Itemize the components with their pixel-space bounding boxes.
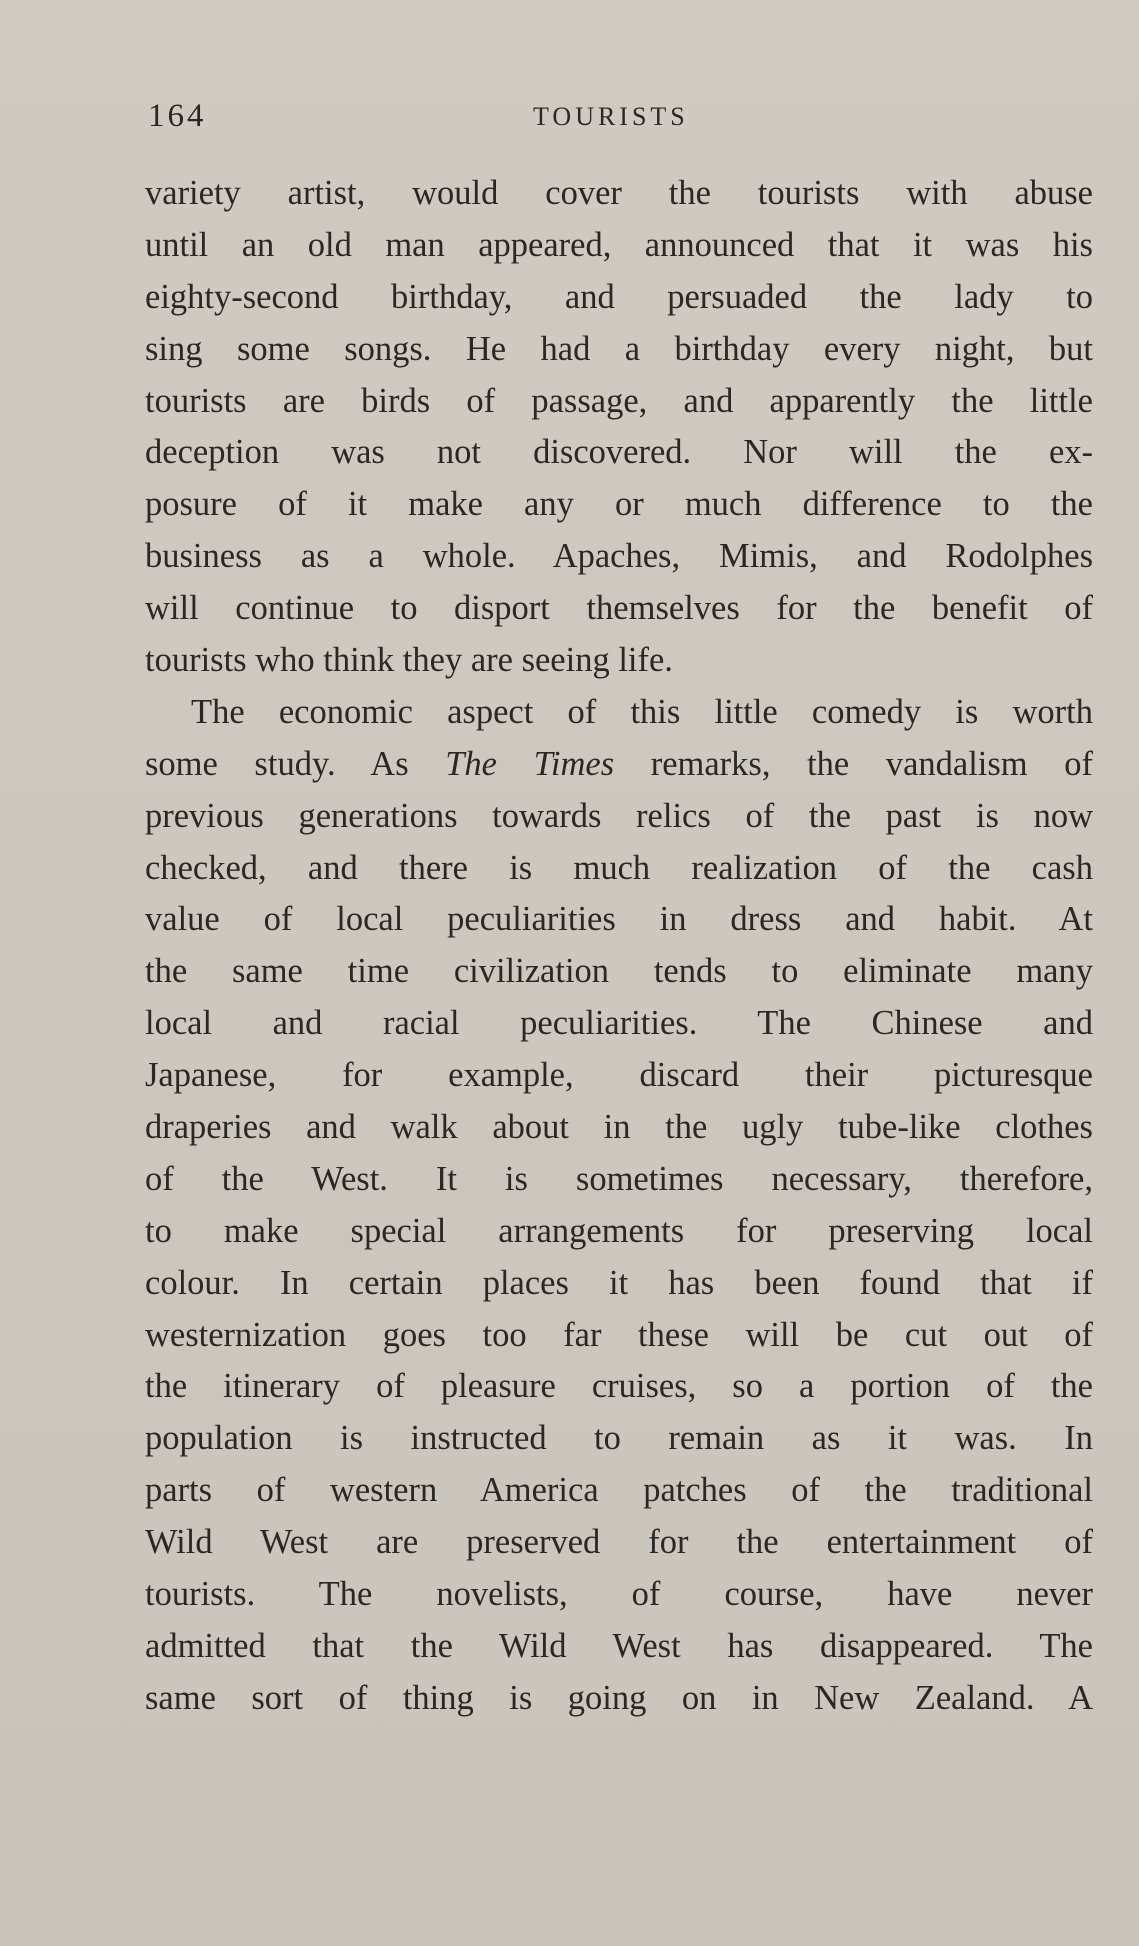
text-line: tourists. The novelists, of course, have never [145,1575,1093,1614]
italic-title: The Times [445,744,615,783]
text-line: sing some songs. He had a birthday every night, but [145,329,1093,368]
text-line: value of local peculiarities in dress and habit. At [145,900,1093,939]
text-line: of the West. It is sometimes necessary, therefore, [145,1159,1093,1198]
paragraph-start-line: The economic aspect of this little comedy is worth [191,692,1093,731]
text-line-with-italic [145,739,1093,791]
paragraph-end-line: tourists who think they are seeing life. [145,641,673,680]
text-line: posure of it make any or much difference to the [145,485,1093,524]
text-line: colour. In certain places it has been found that if [145,1263,1093,1302]
running-title: TOURISTS [533,102,689,131]
text-line: westernization goes too far these will be cut out of [145,1315,1093,1354]
text-line: the same time civilization tends to eliminate many [145,952,1093,991]
text-line: will continue to disport themselves for the benefit of [145,589,1093,628]
text-line: tourists are birds of passage, and apparently the little [145,381,1093,420]
text-line: previous generations towards relics of the past is now [145,796,1093,835]
text-line: Wild West are preserved for the entertainment of [145,1523,1093,1562]
text-line: Japanese, for example, discard their picturesque [145,1056,1093,1095]
text-line: deception was not discovered. Nor will the ex- [145,433,1093,472]
text-line: variety artist, would cover the tourists with abuse [145,174,1093,212]
text-line: admitted that the Wild West has disappeared. The [145,1626,1093,1665]
text-line: draperies and walk about in the ugly tube-like clothes [145,1108,1093,1147]
running-head [148,98,1095,148]
text-line: until an old man appeared, announced that it was his [145,225,1093,264]
text-line: local and racial peculiarities. The Chinese and [145,1004,1093,1043]
text-line: parts of western America patches of the traditional [145,1471,1093,1510]
text-line: to make special arrangements for preserving local [145,1211,1093,1250]
text-line: same sort of thing is going on in New Zealand. A [145,1678,1093,1717]
text-line: checked, and there is much realization of the cash [145,848,1093,887]
text-segment: remarks, the vandalism of [614,744,1093,783]
page-number: 164 [148,98,207,134]
text-line: eighty-second birthday, and persuaded the lady to [145,277,1093,316]
text-line: the itinerary of pleasure cruises, so a portion of the [145,1367,1093,1406]
text-line: business as a whole. Apaches, Mimis, and Rodolphes [145,537,1093,576]
text-line: population is instructed to remain as it was. In [145,1419,1093,1458]
text-segment: some study. As [145,744,446,783]
body-text [145,168,1093,1725]
